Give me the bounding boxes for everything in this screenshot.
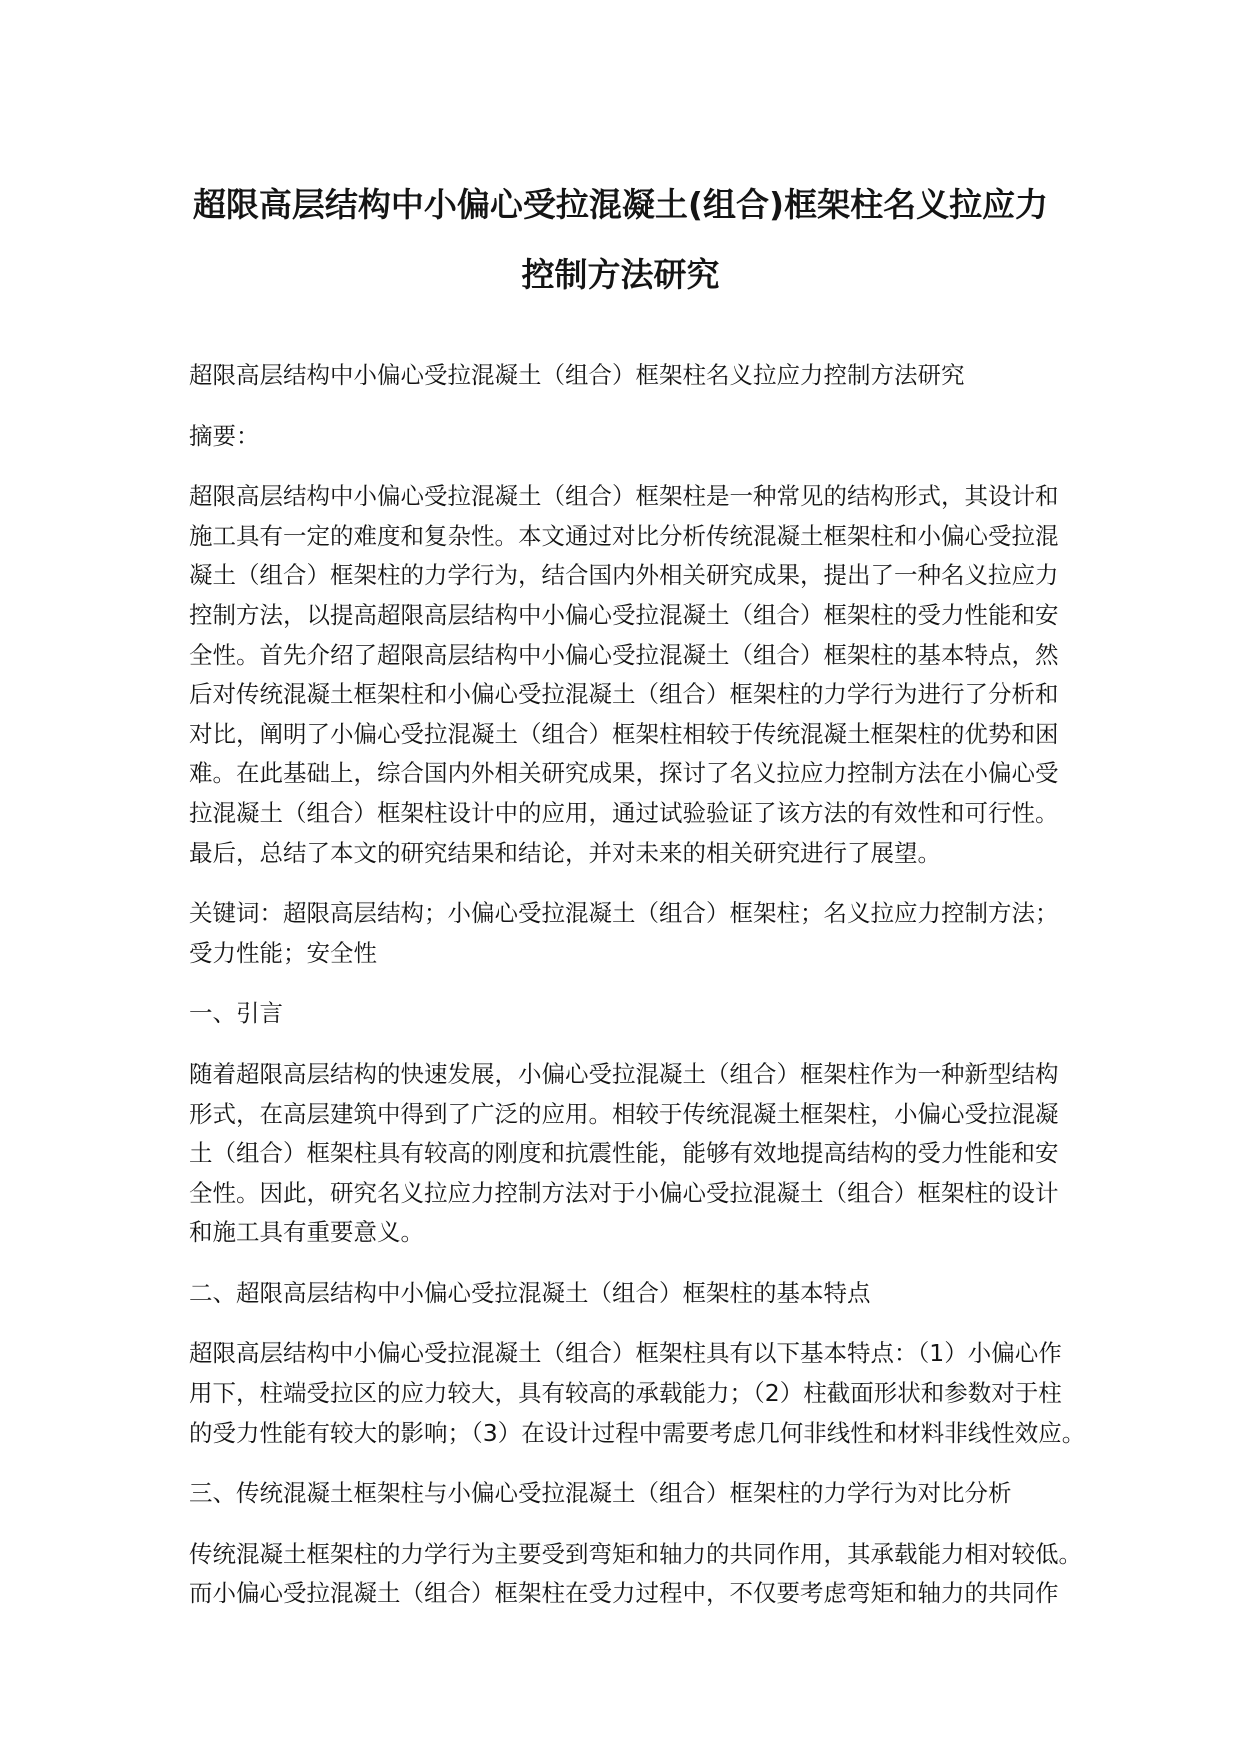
abstract-line: 全性。首先介绍了超限高层结构中小偏心受拉混凝土（组合）框架柱的基本特点，然: [189, 640, 1059, 669]
section-heading: [189, 1474, 1091, 1514]
section-paragraph: [189, 1055, 1091, 1253]
abstract-line: 超限高层结构中小偏心受拉混凝土（组合）框架柱是一种常见的结构形式，其设计和: [189, 482, 1059, 511]
paragraph-line: 传统混凝土框架柱的力学行为主要受到弯矩和轴力的共同作用，其承载能力相对较低。: [189, 1539, 1082, 1568]
section-basic-characteristics: [189, 1274, 1091, 1453]
section-heading-text: 一、引言: [189, 999, 283, 1028]
keywords-line: 受力性能；安全性: [189, 938, 377, 967]
section-heading-text: 二、超限高层结构中小偏心受拉混凝土（组合）框架柱的基本特点: [189, 1278, 871, 1307]
paragraph-line: 用下，柱端受拉区的应力较大，具有较高的承载能力；（2）柱截面形状和参数对于柱: [189, 1379, 1062, 1408]
abstract-label-text: 摘要：: [189, 421, 260, 450]
abstract-line: 难。在此基础上，综合国内外相关研究成果，探讨了名义拉应力控制方法在小偏心受: [189, 759, 1059, 788]
keywords-paragraph: [189, 894, 1091, 973]
paragraph-line: 和施工具有重要意义。: [189, 1218, 424, 1247]
section-comparative-analysis: [189, 1474, 1091, 1614]
abstract-line: 控制方法，以提高超限高层结构中小偏心受拉混凝土（组合）框架柱的受力性能和安: [189, 600, 1059, 629]
section-heading-text: 三、传统混凝土框架柱与小偏心受拉混凝土（组合）框架柱的力学行为对比分析: [189, 1479, 1012, 1508]
abstract-line: 施工具有一定的难度和复杂性。本文通过对比分析传统混凝土框架柱和小偏心受拉混: [189, 521, 1059, 550]
paragraph-line: 随着超限高层结构的快速发展，小偏心受拉混凝土（组合）框架柱作为一种新型结构: [189, 1059, 1059, 1088]
subtitle-text: 超限高层结构中小偏心受拉混凝土（组合）框架柱名义拉应力控制方法研究: [189, 361, 965, 389]
section-heading: [189, 1274, 1091, 1314]
section-paragraph: [189, 1535, 1091, 1614]
paragraph-line: 全性。因此，研究名义拉应力控制方法对于小偏心受拉混凝土（组合）框架柱的设计: [189, 1178, 1059, 1207]
section-paragraph: [189, 1334, 1091, 1453]
keywords-line: 关键词：超限高层结构；小偏心受拉混凝土（组合）框架柱；名义拉应力控制方法；: [189, 899, 1059, 928]
section-heading: [189, 994, 1091, 1034]
abstract-line: 后对传统混凝土框架柱和小偏心受拉混凝土（组合）框架柱的力学行为进行了分析和: [189, 680, 1059, 709]
document-title: [0, 0, 1241, 310]
subtitle: [189, 356, 1091, 396]
paragraph-line: 土（组合）框架柱具有较高的刚度和抗震性能，能够有效地提高结构的受力性能和安: [189, 1139, 1059, 1168]
paragraph-line: 而小偏心受拉混凝土（组合）框架柱在受力过程中，不仅要考虑弯矩和轴力的共同作: [189, 1579, 1059, 1608]
title-line: 控制方法研究: [521, 255, 720, 294]
document-body: [0, 356, 1241, 1614]
abstract-label: [189, 417, 1091, 457]
section-introduction: [189, 994, 1091, 1253]
abstract-line: 拉混凝土（组合）框架柱设计中的应用，通过试验验证了该方法的有效性和可行性。: [189, 798, 1059, 827]
paragraph-line: 形式，在高层建筑中得到了广泛的应用。相较于传统混凝土框架柱，小偏心受拉混凝: [189, 1099, 1059, 1128]
abstract-paragraph: [189, 477, 1091, 873]
abstract-line: 凝土（组合）框架柱的力学行为，结合国内外相关研究成果，提出了一种名义拉应力: [189, 561, 1059, 590]
paragraph-line: 的受力性能有较大的影响；（3）在设计过程中需要考虑几何非线性和材料非线性效应。: [189, 1418, 1086, 1447]
abstract-line: 最后，总结了本文的研究结果和结论，并对未来的相关研究进行了展望。: [189, 838, 941, 867]
paragraph-line: 超限高层结构中小偏心受拉混凝土（组合）框架柱具有以下基本特点：（1）小偏心作: [189, 1339, 1062, 1368]
title-line: 超限高层结构中小偏心受拉混凝土(组合)框架柱名义拉应力: [192, 185, 1049, 224]
abstract-line: 对比，阐明了小偏心受拉混凝土（组合）框架柱相较于传统混凝土框架柱的优势和困: [189, 719, 1059, 748]
